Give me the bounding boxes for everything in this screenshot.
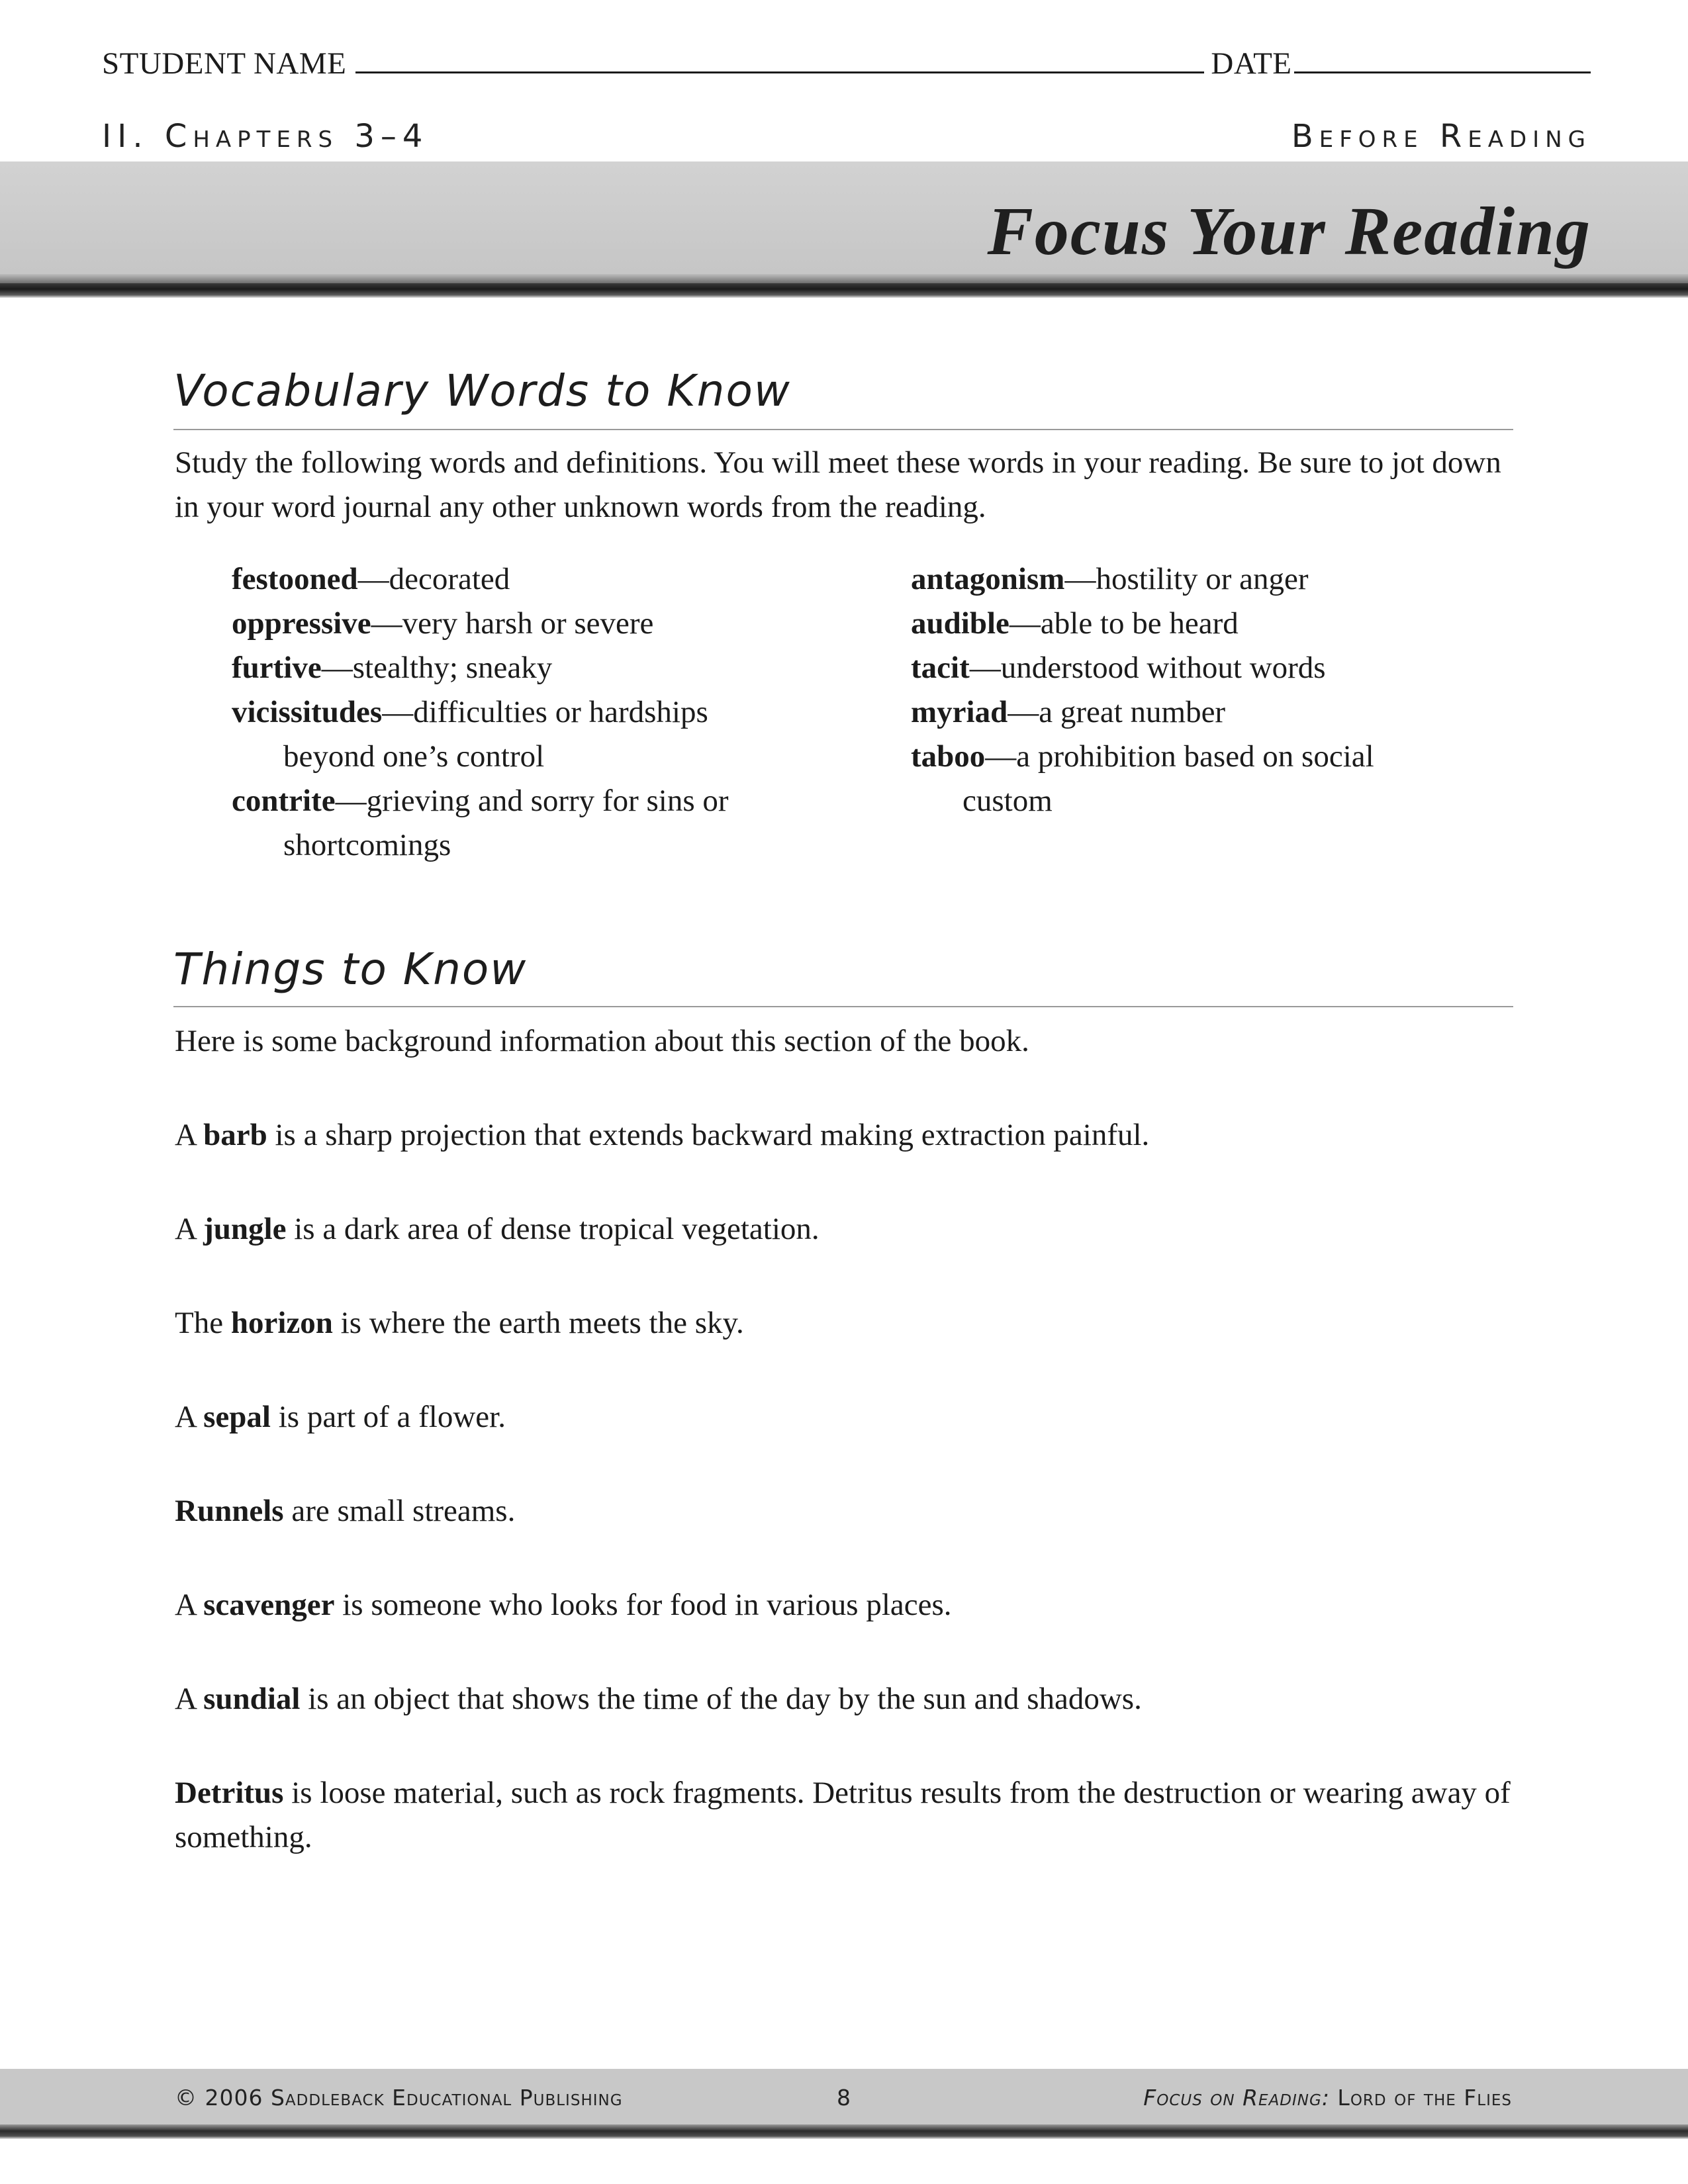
vocab-definition-continued: beyond one’s control — [283, 739, 545, 774]
footer-rule — [0, 2124, 1688, 2139]
chapter-label: II. Chapters 3–4 — [102, 118, 429, 155]
fact-item: A barb is a sharp projection that extends backward making extraction painful. — [175, 1118, 1150, 1152]
vocab-entry — [232, 557, 880, 602]
vocab-definition: —a prohibition based on social — [985, 739, 1374, 774]
footer-book-title — [1143, 2085, 1512, 2111]
vocab-word: antagonism — [911, 562, 1065, 596]
fact-term: horizon — [230, 1306, 333, 1340]
fact-item: Detritus is loose material, such as rock fragments. Detritus results from the destruction or wearing away of something. — [175, 1776, 1511, 1854]
student-name-label: STUDENT NAME — [102, 46, 347, 81]
things-heading: Things to Know — [173, 944, 528, 995]
vocab-definition: —a great number — [1008, 695, 1226, 729]
fact-term: Detritus — [175, 1776, 284, 1810]
things-rule — [173, 1006, 1513, 1007]
page-title: Focus Your Reading — [987, 193, 1591, 269]
vocab-definition-continued: shortcomings — [283, 828, 451, 862]
vocab-definition: —grieving and sorry for sins or — [335, 784, 729, 818]
footer-copyright: © 2006 Saddleback Educational Publishing — [175, 2085, 623, 2111]
vocab-word: audible — [911, 606, 1009, 641]
vocab-definition: —stealthy; sneaky — [321, 651, 553, 685]
title-band-shadow — [0, 283, 1688, 298]
things-intro: Here is some background information about this section of the book. — [175, 1024, 1029, 1058]
fact-term: sepal — [203, 1400, 271, 1434]
vocab-definition: —hostility or anger — [1064, 562, 1309, 596]
vocabulary-list-left — [232, 557, 880, 868]
vocab-entry — [232, 602, 880, 646]
fact-term: barb — [203, 1118, 267, 1152]
fact-term: sundial — [203, 1682, 301, 1716]
fact-term: scavenger — [203, 1588, 335, 1622]
vocabulary-heading: Vocabulary Words to Know — [173, 365, 791, 416]
vocab-word: contrite — [232, 784, 336, 818]
vocab-entry — [911, 690, 1520, 735]
vocab-entry — [911, 557, 1520, 602]
vocab-word: festooned — [232, 562, 358, 596]
page-number: 8 — [837, 2085, 851, 2111]
vocab-definition: —difficulties or hardships — [382, 695, 708, 729]
fact-item: Runnels are small streams. — [175, 1494, 516, 1528]
vocab-definition-continued: custom — [962, 784, 1053, 818]
phase-label: Before Reading — [1291, 118, 1591, 155]
vocabulary-list-right — [911, 557, 1520, 823]
footer-series: Focus on Reading: — [1143, 2085, 1330, 2111]
fact-item: The horizon is where the earth meets the sky. — [175, 1306, 744, 1340]
vocab-definition: —decorated — [357, 562, 510, 596]
fact-item: A sepal is part of a flower. — [175, 1400, 506, 1434]
vocab-entry — [232, 690, 880, 779]
vocab-definition: —understood without words — [969, 651, 1326, 685]
student-name-field[interactable] — [355, 44, 1204, 73]
vocab-entry — [232, 779, 880, 868]
vocab-word: vicissitudes — [232, 695, 383, 729]
vocab-definition: —able to be heard — [1009, 606, 1239, 641]
student-info-row — [102, 44, 1591, 81]
vocab-definition: —very harsh or severe — [371, 606, 654, 641]
fact-term: jungle — [203, 1212, 287, 1246]
footer-title: Lord of the Flies — [1329, 2085, 1512, 2111]
fact-item: A sundial is an object that shows the time of the day by the sun and shadows. — [175, 1682, 1142, 1716]
vocab-word: myriad — [911, 695, 1008, 729]
fact-term: Runnels — [175, 1494, 284, 1528]
fact-item: A scavenger is someone who looks for food in various places. — [175, 1588, 952, 1622]
vocabulary-rule — [173, 429, 1513, 430]
vocab-entry — [911, 735, 1520, 823]
vocab-word: furtive — [232, 651, 322, 685]
title-band-rule — [0, 274, 1688, 283]
vocab-word: tacit — [911, 651, 970, 685]
date-label: DATE — [1211, 46, 1292, 81]
date-field[interactable] — [1294, 44, 1591, 73]
vocab-entry — [232, 646, 880, 690]
vocab-entry — [911, 646, 1520, 690]
vocabulary-intro: Study the following words and definitions. You will meet these words in your reading. Be sure to jot down in your word journal any other unknown words from the reading. — [175, 445, 1501, 524]
vocab-word: taboo — [911, 739, 986, 774]
vocab-entry — [911, 602, 1520, 646]
fact-item: A jungle is a dark area of dense tropical vegetation. — [175, 1212, 820, 1246]
vocab-word: oppressive — [232, 606, 371, 641]
